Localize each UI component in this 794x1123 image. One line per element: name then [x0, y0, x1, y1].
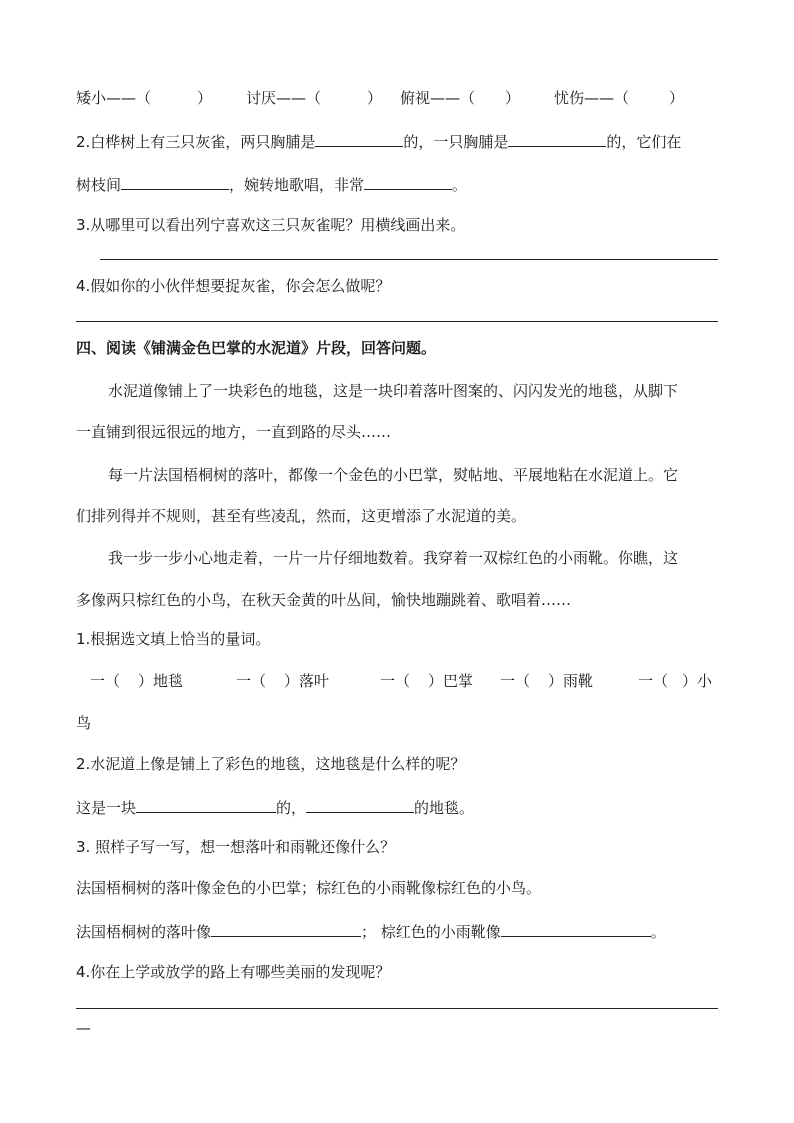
q4-prompt: 4.假如你的小伙伴想要捉灰雀，你会怎么做呢？ [76, 277, 391, 295]
q1-item-2: 讨厌——（ ） [246, 89, 383, 107]
passage-p3-line2: 多像两只棕红色的小鸟，在秋天金黄的叶丛间，愉快地蹦跳着、歌唱着…… [76, 591, 572, 609]
q3-prompt: 3.从哪里可以看出列宁喜欢这三只灰雀呢？用横线画出来。 [76, 216, 466, 234]
s4-q1-item-1: 一（ ）地毯 [90, 672, 184, 690]
s4-q3-example: 法国梧桐树的落叶像金色的小巴掌；棕红色的小雨靴像棕红色的小鸟。 [76, 879, 542, 897]
s4-q3-prompt: 3. 照样子写一写，想一想落叶和雨靴还像什么？ [76, 838, 396, 856]
q3-answer-line[interactable] [100, 259, 718, 260]
q2-blank-2[interactable] [508, 130, 606, 147]
passage-p2-line2: 们排列得并不规则，甚至有些凌乱，然而，这更增添了水泥道的美。 [76, 507, 527, 525]
q2-blank-1[interactable] [315, 130, 403, 147]
q1-item-3: 俯视——（ ） [400, 89, 521, 107]
s4-q1-item-4: 一（ ）雨靴 [500, 672, 594, 690]
q4-answer-line[interactable] [76, 321, 718, 322]
q2-line-2: 树枝间 ，婉转地歌唱，非常 。 [76, 173, 467, 195]
q2-line-1: 2.白桦树上有三只灰雀，两只胸脯是 的，一只胸脯是 的，它们在 [76, 130, 681, 152]
section4-title: 四、阅读《铺满金色巴掌的水泥道》片段，回答问题。 [76, 339, 437, 357]
s4-q4-answer-line[interactable] [76, 1008, 718, 1009]
s4-q1-prompt: 1.根据选文填上恰当的量词。 [76, 630, 271, 648]
q1-item-1: 矮小——（ ） [76, 89, 213, 107]
q1-item-2-word: 讨厌——（ [246, 89, 322, 107]
s4-q4-prompt: 4.你在上学或放学的路上有哪些美丽的发现呢？ [76, 963, 391, 981]
q1-item-4: 忧伤——（ ） [554, 89, 685, 107]
passage-p3-line1: 我一步一步小心地走着，一片一片仔细地数着。我穿着一双棕红色的小雨靴。你瞧，这 [108, 549, 679, 567]
s4-q2-blank-1[interactable] [136, 796, 276, 813]
s4-q1-item-3: 一（ ）巴掌 [380, 672, 474, 690]
s4-q2-prompt: 2.水泥道上像是铺上了彩色的地毯，这地毯是什么样的呢？ [76, 755, 466, 773]
s4-q2-answer: 这是一块 的， 的地毯。 [76, 796, 474, 818]
s4-q3-blank-2[interactable] [501, 920, 651, 937]
s4-q4-tail: — [76, 1019, 91, 1037]
q2-blank-3[interactable] [121, 173, 229, 190]
s4-q1-item-5: 一（ ）小 [638, 672, 713, 690]
s4-q1-item-2: 一（ ）落叶 [236, 672, 330, 690]
s4-q3-blank-1[interactable] [211, 920, 361, 937]
s4-q3-answer: 法国梧桐树的落叶像 ； 棕红色的小雨靴像 。 [76, 920, 666, 942]
q1-item-1-word: 矮小——（ [76, 89, 152, 107]
q1-item-3-word: 俯视——（ [400, 89, 476, 107]
q2-blank-4[interactable] [364, 173, 452, 190]
passage-p1-line2: 一直铺到很远很远的地方，一直到路的尽头…… [76, 423, 392, 441]
q1-item-4-word: 忧伤——（ [554, 89, 630, 107]
s4-q2-blank-2[interactable] [306, 796, 414, 813]
s4-q1-wrap: 鸟 [76, 714, 92, 732]
passage-p2-line1: 每一片法国梧桐树的落叶，都像一个金色的小巴掌，熨帖地、平展地粘在水泥道上。它 [108, 466, 679, 484]
passage-p1-line1: 水泥道像铺上了一块彩色的地毯，这是一块印着落叶图案的、闪闪发光的地毯，从脚下 [108, 382, 679, 400]
